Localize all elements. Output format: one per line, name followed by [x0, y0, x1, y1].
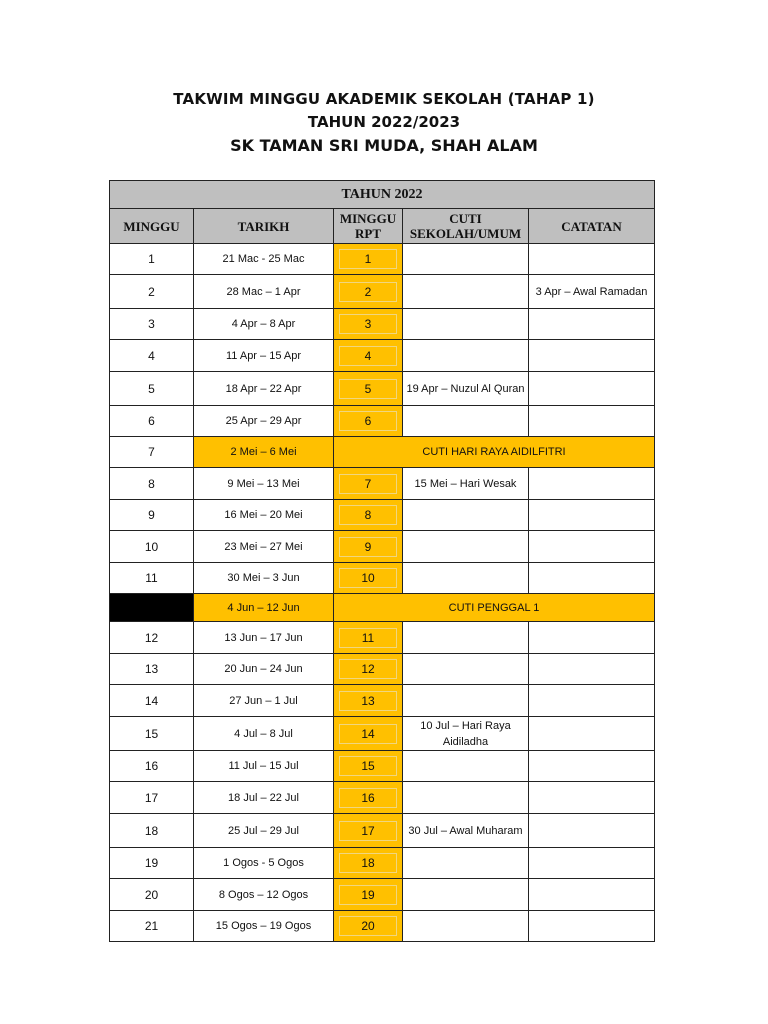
holiday-cell: CUTI PENGGAL 1	[334, 594, 655, 622]
week-number-cell: 3	[110, 309, 194, 340]
remark-cell	[529, 340, 655, 372]
holiday-note-cell	[403, 685, 529, 717]
column-header-cuti-line2: SEKOLAH/UMUM	[409, 226, 522, 241]
holiday-note-cell	[403, 911, 529, 942]
date-cell: 15 Ogos – 19 Ogos	[194, 911, 334, 942]
remark-cell	[529, 309, 655, 340]
week-number-cell: 7	[110, 437, 194, 468]
week-number-cell: 21	[110, 911, 194, 942]
rpt-week-cell	[334, 848, 403, 879]
week-number-cell: 6	[110, 406, 194, 437]
table-row	[110, 717, 655, 751]
table-row	[110, 531, 655, 563]
date-cell: 13 Jun – 17 Jun	[194, 622, 334, 654]
column-header-tarikh: TARIKH	[194, 209, 334, 244]
remark-cell	[529, 879, 655, 911]
rpt-week-value: 1	[339, 249, 397, 269]
week-number-cell: 18	[110, 814, 194, 848]
remark-cell	[529, 751, 655, 782]
rpt-week-value: 16	[339, 788, 397, 808]
table-row	[110, 563, 655, 594]
week-number-cell: 20	[110, 879, 194, 911]
table-row	[110, 594, 655, 622]
rpt-week-cell	[334, 563, 403, 594]
rpt-week-cell	[334, 879, 403, 911]
rpt-week-cell	[334, 244, 403, 275]
rpt-week-cell	[334, 309, 403, 340]
rpt-week-value: 11	[339, 628, 397, 648]
date-cell: 4 Apr – 8 Apr	[194, 309, 334, 340]
table-row	[110, 340, 655, 372]
week-number-cell: 17	[110, 782, 194, 814]
week-number-cell: 13	[110, 654, 194, 685]
holiday-note-cell	[403, 244, 529, 275]
week-number-cell: 10	[110, 531, 194, 563]
holiday-note-cell	[403, 848, 529, 879]
date-cell: 18 Apr – 22 Apr	[194, 372, 334, 406]
rpt-week-value: 5	[339, 379, 397, 399]
holiday-cell: CUTI HARI RAYA AIDILFITRI	[334, 437, 655, 468]
table-row	[110, 437, 655, 468]
table-row	[110, 468, 655, 500]
week-number-cell: 4	[110, 340, 194, 372]
table-row	[110, 879, 655, 911]
rpt-week-cell	[334, 782, 403, 814]
holiday-note-cell	[403, 563, 529, 594]
school-name: SK TAMAN SRI MUDA, SHAH ALAM	[230, 136, 538, 155]
date-cell: 9 Mei – 13 Mei	[194, 468, 334, 500]
academic-calendar-table	[109, 180, 655, 942]
rpt-week-cell	[334, 654, 403, 685]
column-header-minggu-rpt	[334, 209, 403, 244]
rpt-week-cell	[334, 685, 403, 717]
rpt-week-value: 2	[339, 282, 397, 302]
rpt-week-value: 15	[339, 756, 397, 776]
rpt-week-cell	[334, 468, 403, 500]
year-header-row	[110, 181, 655, 209]
table-row	[110, 309, 655, 340]
week-number-cell: 14	[110, 685, 194, 717]
week-number-cell: 9	[110, 500, 194, 531]
document-year: TAHUN 2022/2023	[307, 113, 461, 131]
holiday-note-cell	[403, 751, 529, 782]
holiday-note-cell: 19 Apr – Nuzul Al Quran	[403, 372, 529, 406]
table-row	[110, 372, 655, 406]
holiday-note-cell	[403, 782, 529, 814]
table-row	[110, 685, 655, 717]
column-header-minggu: MINGGU	[110, 209, 194, 244]
week-number-cell: 5	[110, 372, 194, 406]
date-cell: 8 Ogos – 12 Ogos	[194, 879, 334, 911]
holiday-note-cell	[403, 654, 529, 685]
table-row	[110, 911, 655, 942]
year-header: TAHUN 2022	[110, 181, 655, 209]
holiday-note-cell	[403, 406, 529, 437]
column-header-catatan: CATATAN	[529, 209, 655, 244]
holiday-note-cell	[403, 531, 529, 563]
rpt-week-value: 12	[339, 659, 397, 679]
date-cell: 21 Mac - 25 Mac	[194, 244, 334, 275]
rpt-week-value: 6	[339, 411, 397, 431]
date-cell: 4 Jul – 8 Jul	[194, 717, 334, 751]
date-cell: 25 Apr – 29 Apr	[194, 406, 334, 437]
table-row	[110, 622, 655, 654]
holiday-note-cell	[403, 340, 529, 372]
rpt-week-value: 10	[339, 568, 397, 588]
table-row	[110, 782, 655, 814]
remark-cell	[529, 622, 655, 654]
date-cell: 25 Jul – 29 Jul	[194, 814, 334, 848]
remark-cell	[529, 848, 655, 879]
week-number-cell: 11	[110, 563, 194, 594]
rpt-week-value: 7	[339, 474, 397, 494]
remark-cell	[529, 244, 655, 275]
date-cell: 11 Jul – 15 Jul	[194, 751, 334, 782]
date-cell: 28 Mac – 1 Apr	[194, 275, 334, 309]
remark-cell: 3 Apr – Awal Ramadan	[529, 275, 655, 309]
holiday-note-cell	[403, 500, 529, 531]
remark-cell	[529, 372, 655, 406]
rpt-week-cell	[334, 751, 403, 782]
remark-cell	[529, 717, 655, 751]
rpt-week-cell	[334, 531, 403, 563]
table-row	[110, 848, 655, 879]
column-header-row	[110, 209, 655, 244]
table-row	[110, 654, 655, 685]
rpt-week-cell	[334, 340, 403, 372]
remark-cell	[529, 406, 655, 437]
rpt-week-cell	[334, 406, 403, 437]
remark-cell	[529, 531, 655, 563]
holiday-note-cell	[403, 879, 529, 911]
rpt-week-value: 20	[339, 916, 397, 936]
rpt-week-value: 8	[339, 505, 397, 525]
remark-cell	[529, 685, 655, 717]
week-number-cell: 16	[110, 751, 194, 782]
holiday-note-cell: 30 Jul – Awal Muharam	[403, 814, 529, 848]
date-cell: 11 Apr – 15 Apr	[194, 340, 334, 372]
rpt-week-cell	[334, 500, 403, 531]
rpt-week-cell	[334, 814, 403, 848]
date-cell: 2 Mei – 6 Mei	[194, 437, 334, 468]
date-cell: 4 Jun – 12 Jun	[194, 594, 334, 622]
holiday-note-cell	[403, 622, 529, 654]
table-row	[110, 814, 655, 848]
column-header-minggu-rpt-line1: MINGGU	[339, 211, 397, 226]
week-number-cell: 8	[110, 468, 194, 500]
remark-cell	[529, 654, 655, 685]
rpt-week-value: 19	[339, 885, 397, 905]
rpt-week-value: 3	[339, 314, 397, 334]
date-cell: 1 Ogos - 5 Ogos	[194, 848, 334, 879]
rpt-week-cell	[334, 911, 403, 942]
date-cell: 16 Mei – 20 Mei	[194, 500, 334, 531]
table-row	[110, 751, 655, 782]
date-cell: 20 Jun – 24 Jun	[194, 654, 334, 685]
holiday-note-cell: 10 Jul – Hari Raya Aidiladha	[403, 717, 529, 751]
remark-cell	[529, 500, 655, 531]
rpt-week-value: 14	[339, 724, 397, 744]
week-number-cell: 12	[110, 622, 194, 654]
rpt-week-cell	[334, 372, 403, 406]
rpt-week-value: 9	[339, 537, 397, 557]
column-header-minggu-rpt-line2: RPT	[355, 226, 381, 241]
rpt-week-cell	[334, 717, 403, 751]
table-row	[110, 275, 655, 309]
rpt-week-value: 17	[339, 821, 397, 841]
table-row	[110, 406, 655, 437]
week-number-cell	[110, 594, 194, 622]
date-cell: 23 Mei – 27 Mei	[194, 531, 334, 563]
remark-cell	[529, 814, 655, 848]
rpt-week-value: 18	[339, 853, 397, 873]
rpt-week-cell	[334, 275, 403, 309]
week-number-cell: 2	[110, 275, 194, 309]
table-row	[110, 244, 655, 275]
table-row	[110, 500, 655, 531]
week-number-cell: 19	[110, 848, 194, 879]
remark-cell	[529, 782, 655, 814]
date-cell: 30 Mei – 3 Jun	[194, 563, 334, 594]
column-header-cuti-line1: CUTI	[449, 211, 482, 226]
calendar-body	[110, 244, 655, 942]
holiday-note-cell	[403, 309, 529, 340]
date-cell: 27 Jun – 1 Jul	[194, 685, 334, 717]
rpt-week-value: 4	[339, 346, 397, 366]
date-cell: 18 Jul – 22 Jul	[194, 782, 334, 814]
document-title: TAKWIM MINGGU AKADEMIK SEKOLAH (TAHAP 1)	[173, 90, 595, 108]
rpt-week-value: 13	[339, 691, 397, 711]
rpt-week-cell	[334, 622, 403, 654]
remark-cell	[529, 563, 655, 594]
remark-cell	[529, 468, 655, 500]
column-header-cuti	[403, 209, 529, 244]
week-number-cell: 1	[110, 244, 194, 275]
holiday-note-cell	[403, 275, 529, 309]
holiday-note-cell: 15 Mei – Hari Wesak	[403, 468, 529, 500]
remark-cell	[529, 911, 655, 942]
week-number-cell: 15	[110, 717, 194, 751]
